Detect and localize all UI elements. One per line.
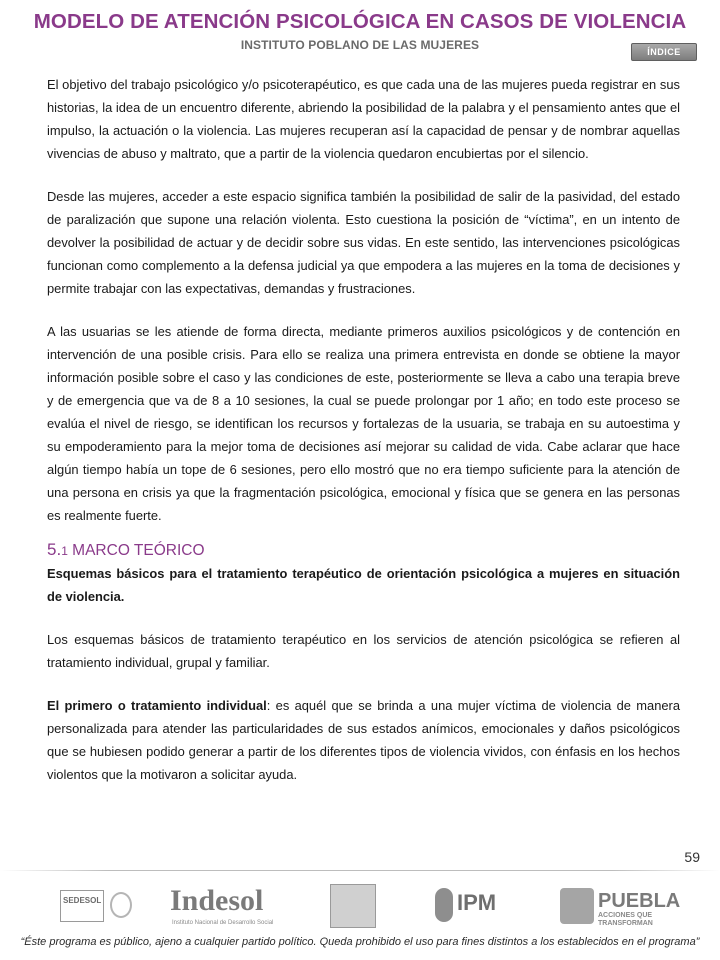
paragraph-individual-treatment: [47, 694, 680, 786]
section-subheading: Esquemas básicos para el tratamiento terapéutico de orientación psicológica a mujeres en situación de violencia.: [47, 566, 680, 604]
section-title: MARCO TEÓRICO: [67, 542, 205, 559]
sedesol-logo-frame: [60, 890, 104, 922]
document-subtitle: INSTITUTO POBLANO DE LAS MUJERES: [240, 38, 480, 52]
puebla-logo-tagline: [598, 912, 653, 928]
sedesol-logo: [60, 880, 152, 932]
paragraph-gap: [47, 674, 680, 694]
section-heading: [47, 539, 680, 562]
indesol-logo-subtitle: Instituto Nacional de Desarrollo Social: [172, 920, 274, 926]
individual-treatment-text: : es aquél que se brinda a una mujer víctima de violencia de manera personalizada para atender las particularidades de sus estados anímicos, emocionales y daños psicológicos que se hubiesen podido generar a partir de los diferentes tipos de violencia vividos, con énfasis en los hechos violentos que la motivaron a solicitar ayuda.: [47, 698, 680, 782]
footer-disclaimer: “Éste programa es público, ajeno a cualquier partido político. Queda prohibido el uso para fines distintos a los establecidos en el programa”: [20, 936, 700, 948]
national-seal-icon: [110, 892, 132, 918]
page-number: 59: [684, 849, 700, 865]
paragraph-users-attention: A las usuarias se les atiende de forma directa, mediante primeros auxilios psicológicos y de contención en intervención de una posible crisis. Para ello se realiza una primera entrevista en donde se obtiene la mayor información posible sobre el caso y las condiciones de este, posteriormente se lleva a cabo una terapia breve y de emergencia que va de 8 a 10 sesiones, la cual se puede prolongar por 1 año; en todo este proceso se evalúa el nivel de riesgo, se identifican los recursos y fortalezas de la usuaria, se trabaja en su autoestima y su empoderamiento para la mejor toma de decisiones así mejorar su calidad de vida. Cabe aclarar que hace algún tiempo había un tope de 6 sesiones, pero ello mostró que no era tiempo suficiente para la atención de una persona en crisis ya que la fragmentación psicológica, emocional y física que se genera en las personas es realmente fuerte.: [47, 324, 680, 523]
ipm-logo: [435, 880, 505, 932]
paragraph-women-access: Desde las mujeres, acceder a este espacio significa también la posibilidad de salir de la pasividad, del estado de paralización que supone una relación violenta. Esto cuestiona la posición de “víctima”, en un intento de devolver la posibilidad de actuar y de decidir sobre sus vidas. En este sentido, las intervenciones psicológicas funcionan como complemento a la defensa judicial ya que empodera a las mujeres en la toma de decisiones y permite trabajar con las expectativas, demandas y frustraciones.: [47, 189, 680, 296]
page-header: [0, 0, 720, 70]
individual-treatment-lead: El primero o tratamiento individual: [47, 698, 267, 713]
paragraph-gap: [47, 608, 680, 628]
section-number-major: 5.: [47, 540, 62, 559]
index-button[interactable]: ÍNDICE: [631, 43, 697, 61]
ipm-logo-mark-icon: [435, 888, 453, 922]
sedesol-logo-text: SEDESOL: [63, 896, 102, 905]
puebla-tagline-line-1: ACCIONES QUE: [598, 912, 653, 919]
page-content: [47, 73, 680, 786]
ipm-logo-name: IPM: [457, 890, 497, 915]
puebla-tagline-line-2: TRANSFORMAN: [598, 920, 653, 927]
paragraph-gap: [47, 300, 680, 320]
footer-divider: [0, 870, 720, 871]
section-number-minor: 1: [61, 544, 68, 558]
paragraph-gap: [47, 165, 680, 185]
document-title: MODELO DE ATENCIÓN PSICOLÓGICA EN CASOS DE VIOLENCIA: [33, 10, 687, 33]
puebla-logo-mark-icon: [560, 888, 594, 924]
puebla-logo-name: PUEBLA: [598, 890, 681, 912]
puebla-logo: [560, 880, 680, 932]
indesol-logo-name: Indesol: [170, 884, 264, 917]
paimef-logo: [330, 880, 378, 932]
indesol-logo: [170, 880, 310, 932]
footer-logos: [40, 880, 680, 932]
paimef-logo-image: [330, 884, 376, 928]
paragraph-objective: El objetivo del trabajo psicológico y/o psicoterapéutico, es que cada una de las mujeres pueda registrar en sus historias, la idea de un encuentro diferente, abriendo la posibilidad de la palabra y el pensamiento antes que el impulso, la actuación o la violencia. Las mujeres recuperan así la capacidad de pensar y de nombrar aquellas vivencias de abuso y maltrato, que a partir de la violencia quedaron encubiertas por el silencio.: [47, 77, 680, 161]
paragraph-basic-schemes: Los esquemas básicos de tratamiento terapéutico en los servicios de atención psicológica se refieren al tratamiento individual, grupal y familiar.: [47, 632, 680, 670]
